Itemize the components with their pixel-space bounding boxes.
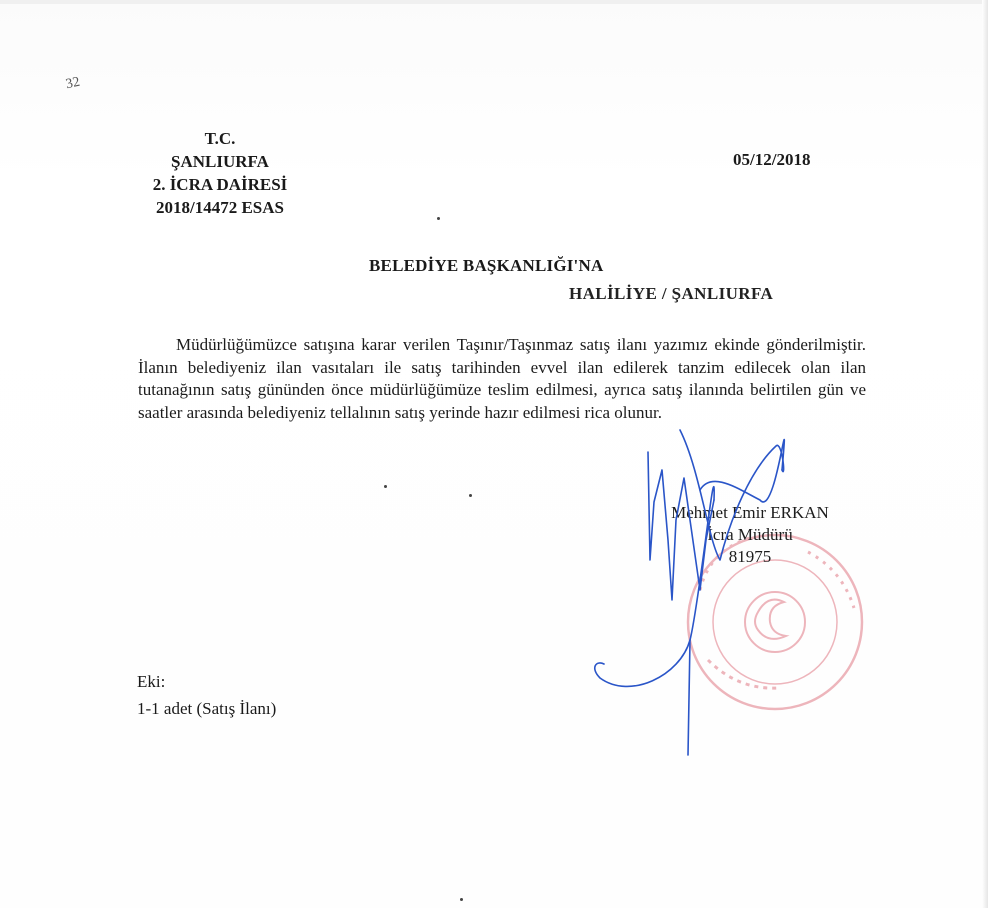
header-line-3: 2. İCRA DAİRESİ: [152, 175, 288, 194]
scan-speck: [469, 494, 472, 497]
attachments-item: 1-1 adet (Satış İlanı): [137, 699, 277, 718]
scan-speck: [460, 898, 463, 901]
addressee-line-1: BELEDİYE BAŞKANLIĞI'NA: [369, 256, 604, 275]
header-line-1: T.C.: [204, 129, 236, 148]
corner-mark-text: 32: [64, 74, 82, 93]
attachments-label: Eki:: [137, 672, 166, 691]
attachments-block: [137, 668, 276, 722]
signatory-name: Mehmet Emir ERKAN: [671, 503, 829, 522]
header-line-2: ŞANLIURFA: [171, 152, 269, 171]
signatory-title: İcra Müdürü: [707, 525, 793, 544]
scan-speck: [437, 217, 440, 220]
addressee-line-2: HALİLİYE / ŞANLIURFA: [569, 284, 774, 303]
header-line-4: 2018/14472 ESAS: [156, 198, 284, 217]
scan-speck: [384, 485, 387, 488]
document-date: 05/12/2018: [733, 150, 811, 169]
body-paragraph: Müdürlüğümüzce satışına karar verilen Taşınır/Taşınmaz satış ilanı yazımız ekinde gönderilmiştir. İlanın belediyeniz ilan vasıtaları ile satış tarihinden evvel ilan edilerek tanzim edilecek olan ilan tutanağının satış gününden önce müdürlüğümüze teslim edilmesi, ayrıca satış ilanında belirtilen gün ve saatler arasında belediyeniz tellalının satış yerinde hazır edilmesi rica olunur.: [138, 335, 866, 422]
signatory-id: 81975: [728, 547, 772, 566]
